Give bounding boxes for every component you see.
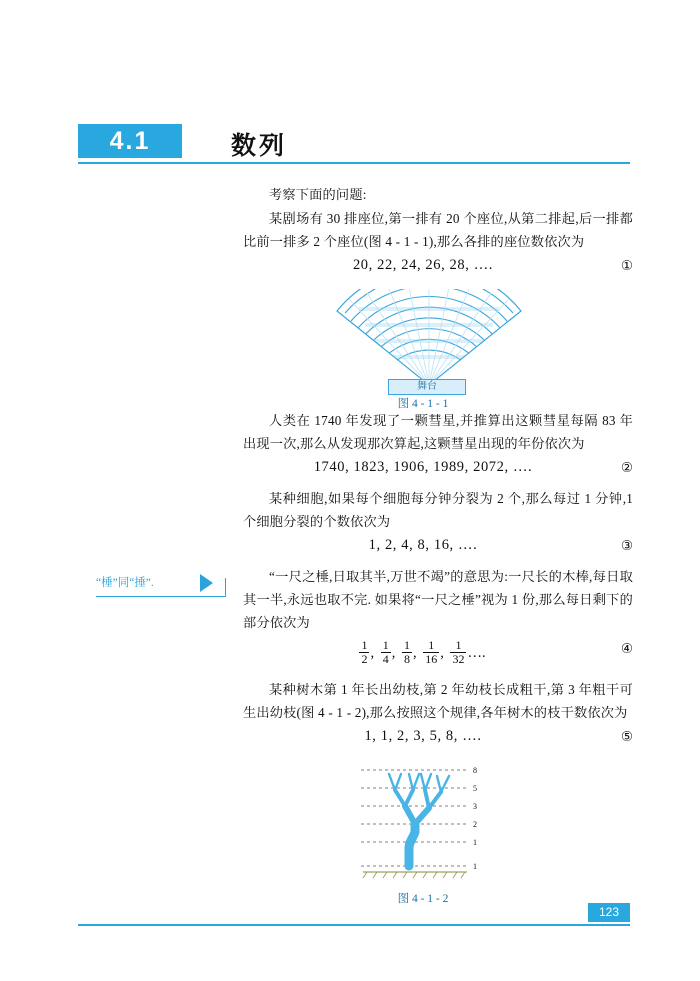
comma-4: , [440, 644, 444, 661]
header-divider [78, 162, 630, 164]
formula-3: 1, 2, 4, 8, 16, …. [368, 537, 478, 553]
content-column [243, 183, 633, 912]
margin-note-tick [225, 578, 226, 597]
margin-note-underline [96, 596, 226, 597]
lead-paragraph: 考察下面的问题: [269, 187, 367, 202]
equation-number-4: ④ [620, 641, 633, 656]
scale-label-2: 2 [473, 820, 477, 829]
margin-note: “棰”同“捶”. [96, 577, 154, 589]
margin-note-arrow-icon [200, 574, 213, 592]
figure-2-caption: 图 4 - 1 - 2 [397, 893, 449, 905]
problem-paragraph-3: 某种细胞,如果每个细胞每分钟分裂为 2 个,那么每过 1 分钟,1 个细胞分裂的个数依次为 [243, 491, 633, 529]
scale-label-3: 3 [473, 802, 477, 811]
comma-3: , [412, 644, 417, 661]
equation-number-2: ② [620, 460, 633, 475]
problem-paragraph-5: 某种树木第 1 年长出幼枝,第 2 年幼枝长成粗干,第 3 年粗干可生出幼枝(图 4 - 1 - 2),那么按照这个规律,各年树木的枝干数依次为 [243, 682, 633, 720]
fraction-1 [359, 639, 369, 665]
scale-label-5: 5 [473, 784, 477, 793]
comma-2: , [391, 644, 396, 661]
fraction-numerator: 1 [361, 638, 368, 652]
scale-label-1a: 1 [473, 838, 477, 847]
page-header [78, 124, 630, 164]
fraction-denominator: 8 [403, 651, 410, 666]
page-number: 123 [588, 903, 630, 922]
formula-row-1 [243, 257, 633, 281]
tree-branching-svg [343, 762, 503, 890]
formula-2: 1740, 1823, 1906, 1989, 2072, …. [313, 459, 533, 475]
equation-number-5: ⑤ [620, 729, 633, 744]
fraction-denominator: 4 [382, 651, 389, 666]
fraction-3 [402, 639, 412, 665]
formula-row-4 [243, 640, 633, 674]
fraction-denominator: 2 [361, 651, 368, 666]
formula-row-2 [243, 459, 633, 483]
formula-row-3 [243, 537, 633, 561]
fraction-4 [423, 639, 439, 665]
figure-1-caption: 图 4 - 1 - 1 [397, 398, 449, 410]
fraction-denominator: 16 [425, 651, 438, 666]
fraction-numerator: 1 [382, 638, 389, 652]
fraction-numerator: 1 [403, 638, 410, 652]
comma-1: , [370, 644, 375, 661]
tree-branching-illustration [343, 762, 503, 890]
fraction-denominator: 32 [452, 651, 465, 666]
problem-paragraph-2: 人类在 1740 年发现了一颗彗星,并推算出这颗彗星每隔 83 年出现一次,那么从发现那次算起,这颗彗星出现的年份依次为 [243, 413, 633, 451]
page-title: 数列 [231, 132, 288, 160]
problem-paragraph-4: “一尺之棰,日取其半,万世不竭”的意思为:一尺长的木棒,每日取其一半,永远也取不完. 如果将“一尺之棰”视为 1 份,那么每日剩下的部分依次为 [243, 569, 633, 630]
equation-number-1: ① [620, 258, 633, 273]
section-number-badge [78, 124, 182, 158]
fraction-numerator: 1 [455, 638, 462, 652]
formula-1: 20, 22, 24, 26, 28, …. [352, 257, 494, 273]
stage-label: 舞台 [388, 379, 466, 395]
footer-divider [78, 924, 630, 926]
figure-2 [243, 762, 633, 912]
fraction-2 [381, 639, 391, 665]
fraction-tail: …. [467, 644, 486, 661]
formula-4-fractions [243, 640, 603, 666]
formula-row-5 [243, 728, 633, 752]
fraction-5 [450, 639, 466, 665]
equation-number-3: ③ [620, 538, 633, 553]
scale-label-1b: 1 [473, 862, 477, 871]
theater-seats-svg [329, 289, 529, 381]
section-number: 4.1 [109, 126, 151, 155]
scale-label-8: 8 [473, 766, 477, 775]
figure-1 [243, 289, 633, 410]
formula-5: 1, 1, 2, 3, 5, 8, …. [364, 728, 482, 744]
problem-paragraph-1: 某剧场有 30 排座位,第一排有 20 个座位,从第二排起,后一排都比前一排多 2 个座位(图 4 - 1 - 1),那么各排的座位数依次为 [243, 211, 633, 249]
theater-seats-illustration [329, 289, 529, 381]
fraction-numerator: 1 [428, 638, 435, 652]
